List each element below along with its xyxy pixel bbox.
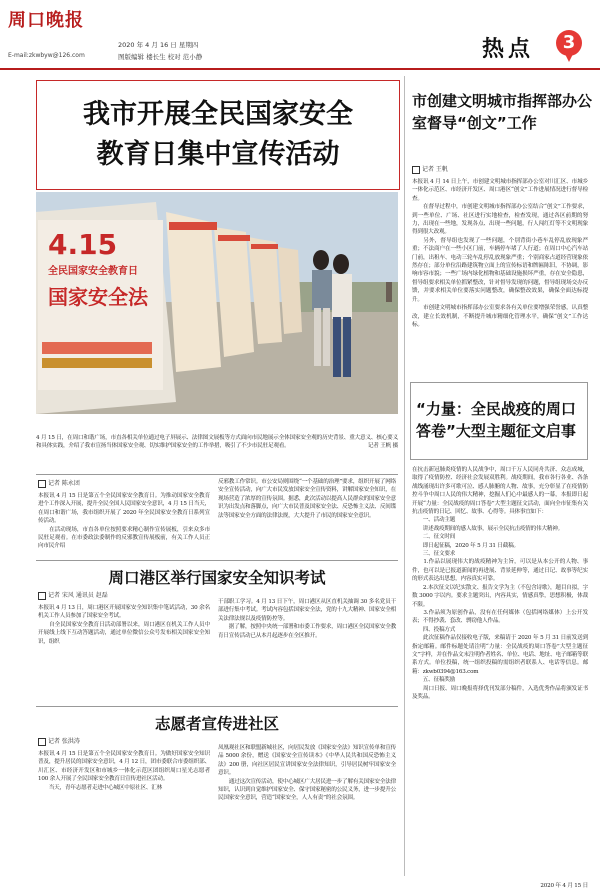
divider	[36, 560, 398, 561]
divider	[36, 474, 398, 475]
headline-line-2: 教育日集中宣传活动	[96, 139, 340, 170]
caption-credit: 记者 王帆 摄	[367, 443, 398, 450]
article2-col2: 干部职工学习。4 月 13 日下午，周口港区从区直机关抽调 30 多名党员干部进行集中考试。考试内容包括国家安全法，党的十九大精神、国家安全相关法律法规以及疫情防控等。 据了解，按照中央统一部署和市委工作要求，周口港区全民国家安全教育日宣传活动已从本月起逐步在全区推开。	[218, 599, 396, 639]
article2-title: 周口港区举行国家安全知识考试	[108, 569, 326, 587]
article3-byline: 记者 张洪涛	[38, 736, 80, 746]
byline-box-icon	[38, 480, 46, 488]
header-rule	[0, 68, 600, 70]
badge-pin-tail	[565, 54, 573, 62]
right-article1-title: 市创建文明城市指挥部办公室督导“创文”工作	[412, 92, 593, 132]
newspaper-email: E-mail:zkwbyw@126.com	[8, 52, 85, 59]
right-article2-body: 在抗击新冠肺炎疫情的人民战争中，周口千万人民同舟共济、众志成城，取得了疫情防控、经济社会发展双胜利。战疫期间，我市各行各业、各条战线涌现出许多可歌可泣、感人肺腑的人物、故事，充分彰显了在疫情防控斗争中周口人民的伟大精神，挖掘人们心中最感人的一幕，本报即日起开展“力量：全民战疫的周口答卷”大型主题征文活动，面向全市征集有关抗击疫情的日记、回忆、故事、心得等。具体事宜如下： 一、活动主题 讲述战疫期间的感人故事，展示全民抗击疫情的伟大精神。 二、征文时间 即日起征稿，2020 年 5 月 31 日截稿。 三、征文要求 1.作品以展现伟大的战疫精神为主旨，可以是从本公开的人物、事件，也可以是已报道新闻的再进展、背景延伸等，通过日记、故事等纪实的形式表达出思想，内容真实可靠。 2.本次征文以纪实散文、报告文学为主（不包含诗歌），题目自拟，字数 3000 字以内。要求主题突出，内容具实，情感真挚，思想积极，体裁不限。 3.作品须为原创作品，没有在任何媒体（包括网络媒体）上公开发表；不得抄袭、套改、剽窃他人作品。 四、投稿方式 此次征稿作品仅接收电子版，来稿请于 2020 年 5 月 31 日前发送到指定邮箱。邮件标题处请注明“力量：全民战疫的周口答卷”大型主题征文”字样，并在作品文末注明作者姓名、单位、电话、地址、电子邮箱等联系方式。单位投稿，统一组织投稿的需组织者联系人、电话等信息。邮箱：zkwb0394@163.com 五、征稿奖励 周口日报、周口晚报将择优刊发部分稿件，入选优秀作品将颁发证书及奖品。	[412, 467, 588, 700]
article1-col1: 本报讯 4 月 15 日是第五个全民国家安全教育日。为推动国家安全教育进个工作深入开展，提升全民全国人民国家安全意识，4 月 15 日当天，在周口和谐广场，我市组织开展了 2020 年全民国家安全教育日系列宣传活动。 在活动现场，市直各单位按照要求精心制作宣传展板，引来众多市民驻足观看。在市委政法委制作的反邪教宣传展板前，有关工作人员正向市民介绍	[38, 493, 210, 550]
right-article1-byline: 记者 王帆	[412, 164, 448, 174]
right-article1-body: 本报讯 4 月 14 日上午，市创建文明城市指挥部办公室对川汇区、市城乡一体化示范区、市经济开发区、周口港区“创文”工作进展情况进行督导检查。 在督导过程中，市创建文明城市指挥部办公室结合“创文”工作要求，到一些单位、广场、社区进行实地检查，检查发现，通过各区前期的努力，出现在一些地，发现各点、出现一些问题，行人闯红灯等不文明现象得到很大改观。 另外，督导组也发现了一些问题，个别背街小巷车乱停乱放现象严重；不法商户在一些小区门前，车辆停车堵了人行道；在周口中心汽车站门前，出租车、电动三轮车乱停乱放现象严重；个别商家占道经营现象依然存在；部分单位沿路建筑物立面上的宣传标语和牌匾陈旧，不协调，影响市容市貌；一些广场内绿化植物和基础设施损坏严重，存在安全隐患，督导组要求相关单位抓紧整改，针对督导发现的问题，督导组现场交办反馈，并要求相关单位要落实问题整改，确保整改效果，确保全面达标提升。 市创建文明城市指挥部办公室要求各有关单位要增强荣誉感，认真整改，建立长效机制，不断提升城市精细化管理水平，确保“创文”工作达标。	[412, 179, 588, 328]
caption-text: 4 月 15 日，在周口和谐广场，市直各相关单位通过电子屏展示、法律图文展板等方式面向市民地展示全体国家安全观的历史背景、重大意义、核心要义和具体实践，介绍了我市宣扬当体国家安全观、切实维护国家安全的工作举措，吸引了不少市民驻足观看。	[36, 435, 398, 450]
byline-box-icon	[412, 166, 420, 174]
page-number-badge: 3	[556, 30, 582, 56]
photo-caption	[36, 434, 398, 451]
main-headline	[37, 95, 399, 175]
article3-col2: 凤凰观社区和联盟新城社区，向居民发放《国家安全法》知识宣传单和宣传品 5000 余份，赠送《国家安全宣传读本》《中华人民共和国反恐怖主义法》200 册，向社区居民宣讲国家安全法律知识，引导居民树牢国家安全意识。 通过这次宣传活动，使中心城区广大居民进一步了解有关国家安全法律知识，认识到自觉维护国家安全、保守国家秘密的公民义务，进一步提升公民国家安全意识，营造“国家安全，人人有责”的社会氛围。	[218, 745, 396, 802]
section-title: 热点	[482, 36, 535, 62]
board-date: 4.15	[48, 228, 118, 261]
staff-credits: 图版编辑 楼长生 校对 范小静	[118, 53, 203, 61]
board-line-2: 国家安全法	[48, 285, 148, 309]
page-header	[0, 0, 600, 70]
divider	[36, 706, 398, 707]
headline-box	[36, 80, 400, 190]
article2-byline: 记者 宋风 通讯员 赵磊	[38, 590, 108, 600]
article3-col1: 本报讯 4 月 15 日是第五个全民国家安全教育日。为做好国家安全知识普及，提升居民的国家安全意识，4 月 12 日，团市委联合市委组织部、川汇区、市经济开发区和市城乡一体化示范区团组织周口星光志愿者 100 余人开展了全民国家安全教育日宣传进社区活动。 当天，青年志愿者走进中心城区中原社区、汇林	[38, 751, 210, 791]
photo-illustration	[36, 192, 398, 414]
headline-line-1: 我市开展全民国家安全	[83, 99, 353, 130]
newspaper-logo: 周口晚报	[8, 10, 84, 31]
issue-date: 2020 年 4 月 16 日 星期四	[118, 41, 199, 49]
column-rule	[404, 76, 405, 876]
article1-byline: 记者 陈永团	[38, 478, 80, 488]
article1-col2: 反邪教工作常识。市公安局则围绕“一个基础的治理”要求，组织开展了网络安全宣传活动，向广大市民发放国家安全宣传资料，讲解国家安全知识，在现场营造了浓厚的宣传氛围。据悉，此次活动以提高人民群众的国家安全意识为出发点和落脚点，向广大市民普及国家安全法、反恐怖主义法、反间谍法等国家安全方面的法律法规，大大提升了市民的国家安全意识。	[218, 479, 396, 519]
news-photo	[36, 192, 398, 414]
article2-col1: 本报讯 4 月 13 日，周口港区开展国家安全知识集中笔试活动，30 余名机关工作人员参加了国家安全考试。 自全民国家安全教育日活动部署以来，周口港区在机关工作人员中开展线上线下互动答题活动，通过单位微信公众号发布相关国家安全知识，组织	[38, 605, 210, 645]
board-line-1: 全民国家安全教育日	[48, 266, 138, 277]
article3-title: 志愿者宣传进社区	[154, 715, 279, 733]
right-article2-date: 2020 年 4 月 15 日	[540, 883, 588, 889]
right-article2-title: “力量：全民战疫的周口答卷”大型主题征文启事	[416, 400, 576, 440]
byline-box-icon	[38, 738, 46, 746]
byline-box-icon	[38, 592, 46, 600]
